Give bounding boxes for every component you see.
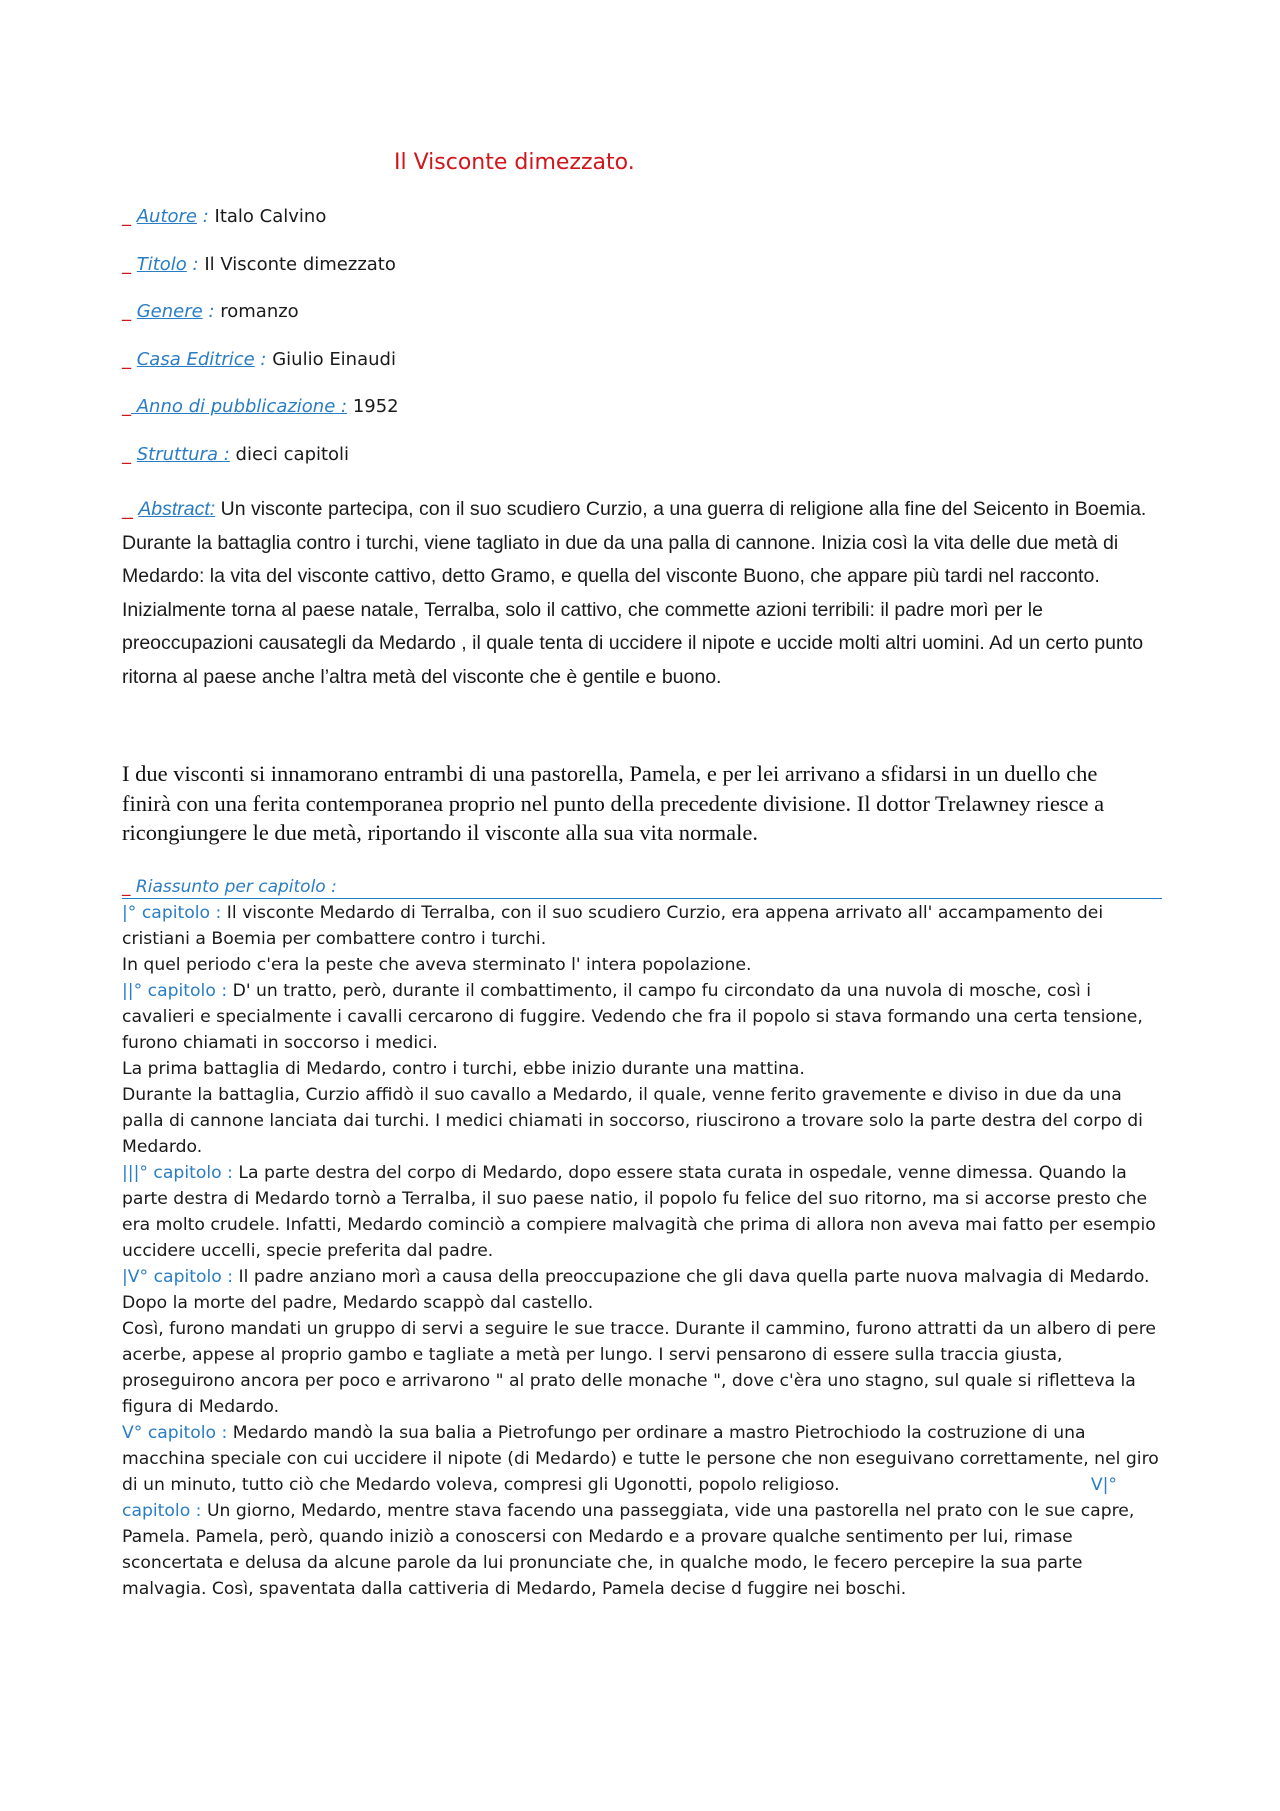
- chapter-6-marker: V|°: [1090, 1475, 1117, 1495]
- meta-label: Casa Editrice: [136, 349, 255, 370]
- chapter-1-paragraph: In quel periodo c'era la peste che aveva sterminato l' intera popolazione.: [122, 955, 752, 975]
- meta-label: Anno di pubblicazione: [131, 396, 342, 417]
- chapter-3-paragraph: |||° capitolo : La parte destra del corpo di Medardo, dopo essere stata curata in ospedale, venne dimessa. Quando la parte destra di Medardo tornò a Terralba, il suo paese natio, il popolo fu felice del suo ritorno, ma si accorse presto che era molto crudele. Infatti, Medardo cominciò a compiere malvagità che prima di allora non aveva mai fatto per esempio uccidere uccelli, specie preferita dal padre.: [122, 1163, 1156, 1261]
- abstract-text: Un visconte partecipa, con il suo scudiero Curzio, a una guerra di religione alla fine del Seicento in Boemia. Durante la battaglia contro i turchi, viene tagliato in due da una palla di cannone. Inizia così la vita delle due metà di Medardo: la vita del visconte cattivo, detto Gramo, e quella del visconte Buono, che appare più tardi nel racconto. Inizialmente torna al paese natale, Terralba, solo il cattivo, che commette azioni terribili: il padre morì per le preoccupazioni causategli da Medardo , il quale tenta di uccidere il nipote e uccide molti altri uomini. Ad un certo punto ritorna al paese anche l’altra metà del visconte che è gentile e buono.: [122, 498, 1147, 688]
- meta-value: Italo Calvino: [214, 206, 327, 227]
- meta-label: Autore: [136, 206, 198, 227]
- meta-label: Struttura: [136, 444, 224, 465]
- abstract-continuation: I due visconti si innamorano entrambi di una pastorella, Pamela, e per lei arrivano a sfidarsi in un duello che finirà con una ferita contemporanea proprio nel punto della precedente divisione. Il dottor Trelawney riesce a ricongiungere le due metà, riportando il visconte alla sua vita normale.: [122, 761, 1105, 845]
- chapter-4-paragraph: |V° capitolo : Il padre anziano morì a causa della preoccupazione che gli dava quella parte nuova malvagia di Medardo.: [122, 1267, 1150, 1287]
- chapter-6-paragraph: capitolo : Un giorno, Medardo, mentre stava facendo una passeggiata, vide una pastorella nel prato con le sue capre, Pamela. Pamela, però, quando iniziò a conoscersi con Medardo e a provare qualche sentimento per lui, rimase sconcertata e delusa da alcune parole da lui pronunciate che, in qualche modo, le fecero percepire la sua parte malvagia. Così, spaventata dalla cattiveria di Medardo, Pamela decise d fuggire nei boschi.: [122, 1501, 1135, 1599]
- meta-value: 1952: [352, 396, 399, 417]
- meta-value: Il Visconte dimezzato: [204, 254, 396, 275]
- chapter-5-paragraph: V° capitolo : Medardo mandò la sua balia a Pietrofungo per ordinare a mastro Pietrochiodo la costruzione di una macchina speciale con cui uccidere il nipote (di Medardo) e tutte le persone che non eseguivano correttamente, nel giro di un minuto, tutto ciò che Medardo voleva, compresi gli Ugonotti, popolo religioso. V|°: [122, 1420, 1167, 1498]
- abstract-paragraph: _ Abstract: Un visconte partecipa, con il suo scudiero Curzio, a una guerra di religione alla fine del Seicento in Boemia. Durante la battaglia contro i turchi, viene tagliato in due da una palla di cannone. Inizia così la vita delle due metà di Medardo: la vita del visconte cattivo, detto Gramo, e quella del visconte Buono, che appare più tardi nel racconto. Inizialmente torna al paese natale, Terralba, solo il cattivo, che commette azioni terribili: il padre morì per le preoccupazioni causategli da Medardo , il quale tenta di uccidere il nipote e uccide molti altri uomini. Ad un certo punto ritorna al paese anche l’altra metà del visconte che è gentile e buono.: [122, 498, 1147, 688]
- chapter-4-paragraph: Dopo la morte del padre, Medardo scappò dal castello.: [122, 1293, 594, 1313]
- chapter-label: |||° capitolo :: [122, 1163, 233, 1183]
- meta-struttura: _ Struttura : dieci capitoli: [122, 444, 350, 465]
- chapter-1-paragraph: |° capitolo : Il visconte Medardo di Terralba, con il suo scudiero Curzio, era appena arrivato all' accampamento dei cristiani a Boemia per combattere contro i turchi.: [122, 903, 1104, 949]
- meta-genere: _ Genere : romanzo: [122, 301, 299, 322]
- meta-label: Titolo: [136, 254, 187, 275]
- meta-value: romanzo: [220, 301, 299, 322]
- meta-anno: _ Anno di pubblicazione : 1952: [122, 396, 399, 417]
- chapter-2-paragraph: Durante la battaglia, Curzio affidò il suo cavallo a Medardo, il quale, venne ferito gravemente e diviso in due da una palla di cannone lanciata dai turchi. I medici chiamati in soccorso, riuscirono a trovare solo la parte destra del corpo di Medardo.: [122, 1085, 1143, 1157]
- chapter-2-paragraph: ||° capitolo : D' un tratto, però, durante il combattimento, il campo fu circondato da una nuvola di mosche, così i cavalieri e specialmente i cavalli cercarono di fuggire. Vedendo che fra il popolo si stava formando una certa tensione, furono chiamati in soccorso i medici.: [122, 981, 1143, 1053]
- meta-value: dieci capitoli: [235, 444, 350, 465]
- meta-autore: _ Autore : Italo Calvino: [122, 206, 327, 227]
- chapter-label: capitolo :: [122, 1501, 202, 1521]
- summary-heading-label: Riassunto per capitolo :: [135, 877, 337, 897]
- chapter-label: |° capitolo :: [122, 903, 222, 923]
- chapter-label: |V° capitolo :: [122, 1267, 234, 1287]
- meta-label: Genere: [136, 301, 203, 322]
- chapter-2-paragraph: La prima battaglia di Medardo, contro i turchi, ebbe inizio durante una mattina.: [122, 1059, 805, 1079]
- document-title: Il Visconte dimezzato.: [394, 150, 635, 175]
- abstract-label: Abstract:: [138, 498, 216, 520]
- chapter-label: V° capitolo :: [122, 1423, 228, 1443]
- meta-value: Giulio Einaudi: [272, 349, 396, 370]
- summary-heading: _ Riassunto per capitolo :: [122, 876, 1162, 899]
- chapter-summaries: [122, 900, 1167, 1602]
- meta-casa-editrice: _ Casa Editrice : Giulio Einaudi: [122, 349, 396, 370]
- meta-titolo: _ Titolo : Il Visconte dimezzato: [122, 254, 396, 275]
- chapter-4-paragraph: Così, furono mandati un gruppo di servi a seguire le sue tracce. Durante il cammino, furono attratti da un albero di pere acerbe, appese al proprio gambo e tagliate a metà per lungo. I servi pensarono di essere sulla traccia giusta, proseguirono ancora per poco e arrivarono " al prato delle monache ", dove c'èra uno stagno, sul quale si rifletteva la figura di Medardo.: [122, 1319, 1156, 1417]
- chapter-label: ||° capitolo :: [122, 981, 228, 1001]
